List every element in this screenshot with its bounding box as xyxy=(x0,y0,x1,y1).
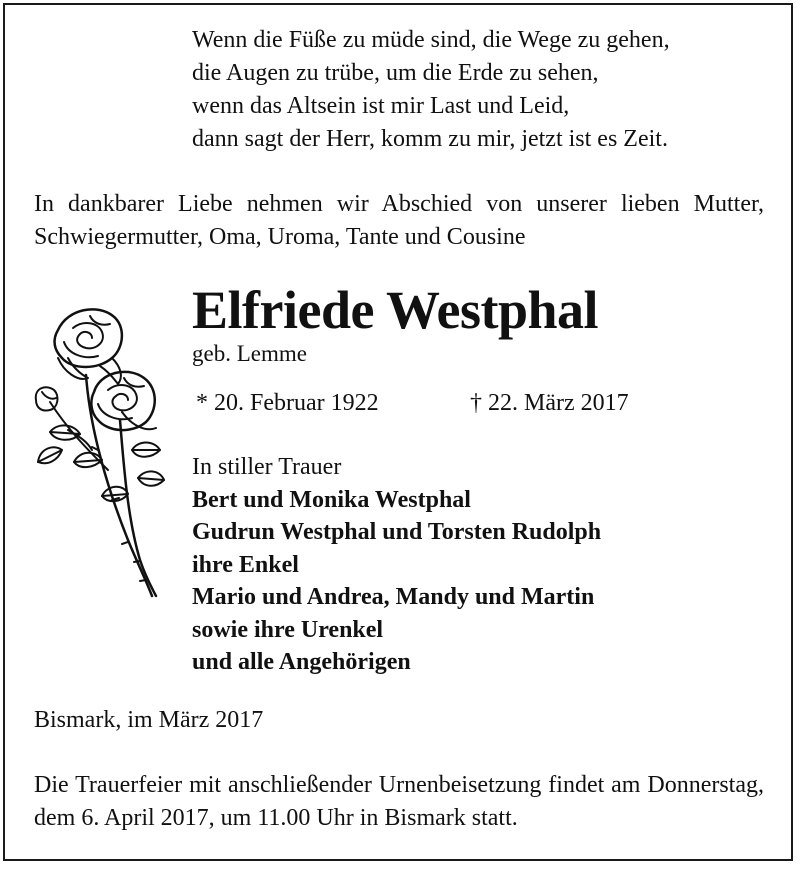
mourner-line: ihre Enkel xyxy=(192,551,299,578)
mourner-line: Gudrun Westphal und Torsten Rudolph xyxy=(192,519,602,545)
ceremony-line: Die Trauerfeier mit anschließender Urnenbeisetzung findet am xyxy=(34,772,641,798)
poem-line: Wenn die Füße zu müde sind, die Wege zu gehen, xyxy=(192,27,670,53)
intro-line: Mutter, Schwiegermutter, Oma, Uroma, Tante und Cousine xyxy=(34,191,765,250)
poem-line: dann sagt der Herr, komm zu mir, jetzt ist es Zeit. xyxy=(192,126,668,152)
mourner-line: Mario und Andrea, Mandy und Martin xyxy=(192,584,595,610)
place-and-date: Bismark, im März 2017 xyxy=(34,707,264,733)
rose-illustration-icon xyxy=(28,300,168,600)
mourners-heading: In stiller Trauer xyxy=(192,454,342,480)
deceased-name: Elfriede Westphal xyxy=(192,280,599,340)
intro-text xyxy=(34,188,764,254)
mourner-line: Bert und Monika Westphal xyxy=(192,486,471,513)
maiden-name: geb. Lemme xyxy=(192,341,307,366)
mourner-line: und alle Angehörigen xyxy=(192,649,411,675)
mourners-list xyxy=(192,451,601,679)
poem xyxy=(192,24,670,156)
death-date: † 22. März 2017 xyxy=(470,390,629,416)
ceremony-line: Donnerstag, dem 6. April 2017, um 11.00 Uhr in Bismark statt. xyxy=(34,772,764,831)
poem-line: wenn das Altsein ist mir Last und Leid, xyxy=(192,93,570,119)
birth-date: * 20. Februar 1922 xyxy=(196,390,379,416)
poem-line: die Augen zu trübe, um die Erde zu sehen, xyxy=(192,60,599,86)
intro-line: In dankbarer Liebe nehmen wir Abschied von unserer lieben xyxy=(34,191,680,217)
mourner-line: sowie ihre Urenkel xyxy=(192,616,384,643)
ceremony-notice xyxy=(34,769,764,835)
